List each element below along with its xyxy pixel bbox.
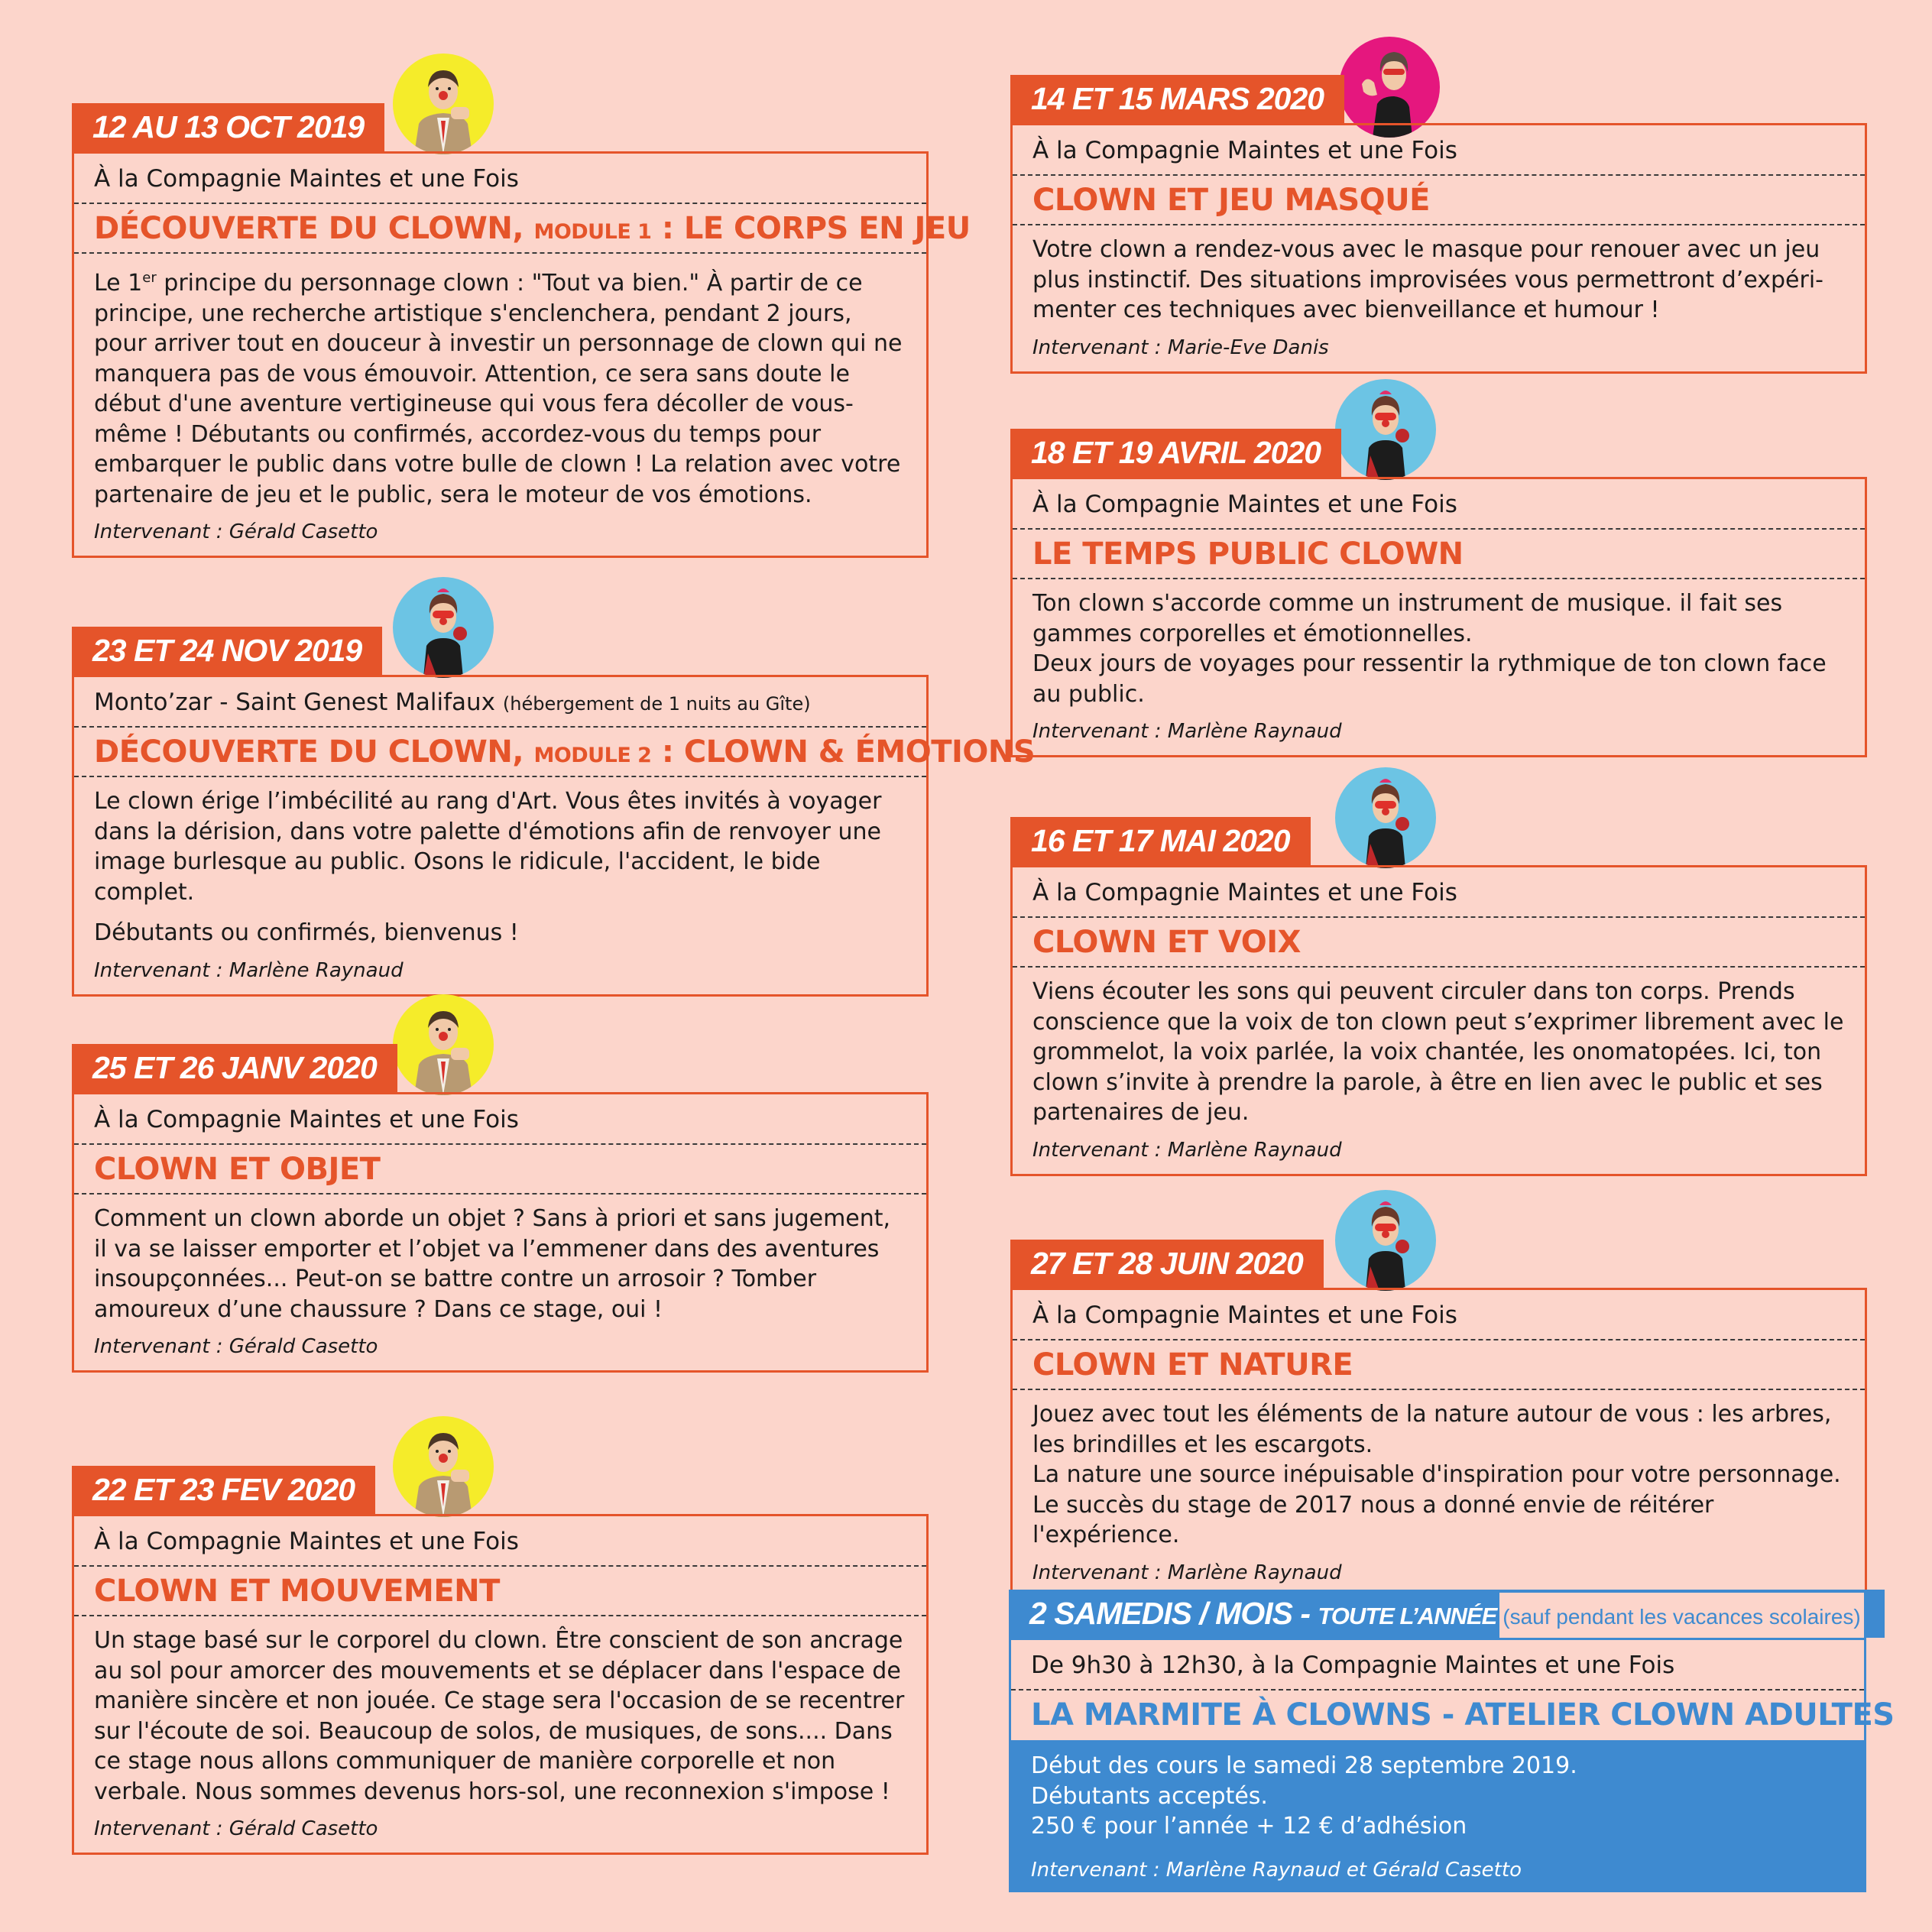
marlene-raynaud-icon [1335, 379, 1436, 480]
workshop-box [1010, 477, 1867, 757]
atelier-note: (sauf pendant les vacances scolaires) [1499, 1593, 1863, 1641]
workshop-location: À la Compagnie Maintes et une Fois [74, 1516, 926, 1567]
workshop-box [72, 675, 1036, 997]
atelier-tab: 2 SAMEDIS / MOIS - TOUTE L’ANNÉE (sauf pendant les vacances scolaires) [1009, 1590, 1885, 1638]
workshop-description: Le clown érige l’imbécilité au rang d'Art. Vous êtes invités à voyager dans la dérision, dans votre palette d'émotions afin de renvoyer une image burlesque au public. Osons le ridicule, l'accident, le bide complet. Débutants ou confirmés, bienvenus ! [94, 788, 882, 946]
workshop-intervenant: Intervenant : Marlène Raynaud [1032, 1138, 1342, 1162]
workshop-description: Ton clown s'accorde comme un instrument de musique. il fait ses gammes corporelles et émotionnelles. Deux jours de voyages pour ressentir la rythmique de ton clown face au public. [1032, 590, 1827, 708]
date-tab: 25 ET 26 JANV 2020 [72, 1044, 397, 1092]
marlene-raynaud-icon [1335, 1190, 1436, 1291]
workshop-title: CLOWN ET VOIX [1013, 918, 1865, 968]
workshop-intervenant: Intervenant : Marlène Raynaud [1032, 720, 1342, 743]
date-tab: 23 ET 24 NOV 2019 [72, 627, 382, 675]
workshop-title: DÉCOUVERTE DU CLOWN, MODULE 2 : CLOWN & ÉMOTIONS [74, 728, 926, 777]
date-tab: 16 ET 17 MAI 2020 [1010, 817, 1311, 865]
workshop-box [1010, 1288, 1867, 1599]
workshop-title: CLOWN ET OBJET [74, 1145, 926, 1195]
marlene-raynaud-icon [393, 577, 494, 678]
workshop-intervenant: Intervenant : Gérald Casetto [94, 1817, 378, 1840]
workshop-intervenant: Intervenant : Marie-Eve Danis [1032, 336, 1329, 359]
date-tab: 27 ET 28 JUIN 2020 [1010, 1240, 1324, 1288]
workshop-location: À la Compagnie Maintes et une Fois [1013, 479, 1865, 530]
workshop-box [72, 151, 971, 558]
atelier-box [1009, 1638, 1895, 1892]
workshop-location: À la Compagnie Maintes et une Fois [1013, 125, 1865, 176]
workshop-title: LE TEMPS PUBLIC CLOWN [1013, 530, 1865, 579]
workshop-description: Un stage basé sur le corporel du clown. Être conscient de son ancrage au sol pour amorcer des mouvements et se déplacer dans l'espace de manière sincère et non jouée. Ce stage sera l'occasion de se recentrer sur l'écoute de soi. Beaucoup de solos, de musiques, de sons.... Dans ce stage nous allons communiquer de manière corporelle et non verbale. Nous sommes devenus hors-sol, une reconnexion s'impose ! [94, 1627, 905, 1805]
workshop-location: Monto’zar - Saint Genest Malifaux (hébergement de 1 nuits au Gîte) [74, 677, 926, 728]
date-tab: 14 ET 15 MARS 2020 [1010, 75, 1344, 123]
atelier-title: LA MARMITE À CLOWNS - ATELIER CLOWN ADULTES [1031, 1697, 1895, 1733]
date-tab: 12 AU 13 OCT 2019 [72, 103, 384, 151]
workshop-intervenant: Intervenant : Marlène Raynaud [1032, 1561, 1342, 1584]
workshop-location: À la Compagnie Maintes et une Fois [74, 154, 926, 204]
workshop-description: Jouez avec tout les éléments de la nature autour de vous : les arbres, les brindilles et les escargots. La nature une source inépuisable d'inspiration pour votre personnage. Le succès du stage de 2017 nous a donné envie de réitérer l'expérience. [1032, 1401, 1841, 1548]
workshop-location: À la Compagnie Maintes et une Fois [1013, 867, 1865, 918]
workshop-title: CLOWN ET MOUVEMENT [74, 1567, 926, 1616]
atelier-intervenant: Intervenant : Marlène Raynaud et Gérald Casetto [1031, 1858, 1522, 1882]
marlene-raynaud-icon [1335, 767, 1436, 868]
workshop-box [1010, 865, 1867, 1176]
date-tab: 18 ET 19 AVRIL 2020 [1010, 429, 1341, 477]
atelier-location: De 9h30 à 12h30, à la Compagnie Maintes et une Fois [1011, 1640, 1864, 1690]
workshop-box [72, 1514, 929, 1855]
workshop-description: Le 1er principe du personnage clown : "Tout va bien." À partir de ce principe, une recherche artistique s'enclenchera, pendant 2 jours, pour arriver tout en douceur à investir un personnage de clown qui ne manquera pas de vous émouvoir. Attention, ce sera sans doute le début d'une aventure vertigineuse qui vous fera décoller de vous-même ! Débutants ou confirmés, accordez-vous du temps pour embarquer le public dans votre bulle de clown ! La relation avec votre partenaire de jeu et le public, sera le moteur de vos émotions. [94, 270, 903, 508]
gerald-casetto-icon [393, 994, 494, 1095]
workshop-title: CLOWN ET NATURE [1013, 1340, 1865, 1390]
date-tab: 22 ET 23 FEV 2020 [72, 1466, 375, 1514]
workshop-box [1010, 123, 1867, 374]
workshop-location: À la Compagnie Maintes et une Fois [74, 1094, 926, 1145]
workshop-description: Comment un clown aborde un objet ? Sans à priori et sans jugement, il va se laisser emporter et l’objet va l’emmener dans des aventures insoupçonnées... Peut-on se battre contre un arrosoir ? Tomber amoureux d’une chaussure ? Dans ce stage, oui ! [94, 1205, 891, 1323]
workshop-intervenant: Intervenant : Marlène Raynaud [94, 958, 404, 982]
atelier-details: Début des cours le samedi 28 septembre 2019. Débutants acceptés. 250 € pour l’année + 12 € d’adhésion Intervenant : Marlène Raynaud et Gérald Casetto [1011, 1740, 1864, 1892]
workshop-title: DÉCOUVERTE DU CLOWN, MODULE 1 : LE CORPS EN JEU [74, 204, 926, 254]
workshop-title: CLOWN ET JEU MASQUÉ [1013, 176, 1865, 225]
workshop-description: Viens écouter les sons qui peuvent circuler dans ton corps. Prends conscience que la voix de ton clown peut s’exprimer librement avec le grommelot, la voix parlée, la voix chantée, les onomatopées. Ici, ton clown s’invite à prendre la parole, à être en lien avec le public et ses partenaires de jeu. [1032, 978, 1844, 1126]
gerald-casetto-icon [393, 53, 494, 154]
workshop-intervenant: Intervenant : Gérald Casetto [94, 1335, 378, 1358]
workshop-description: Votre clown a rendez-vous avec le masque pour renouer avec un jeu plus instinctif. Des situations improvisées vous permettront d’expéri-menter ces techniques avec bienveillance et humour ! [1032, 236, 1823, 323]
workshop-location: À la Compagnie Maintes et une Fois [1013, 1290, 1865, 1340]
gerald-casetto-icon [393, 1416, 494, 1517]
workshop-intervenant: Intervenant : Gérald Casetto [94, 520, 378, 543]
workshop-box [72, 1092, 929, 1373]
